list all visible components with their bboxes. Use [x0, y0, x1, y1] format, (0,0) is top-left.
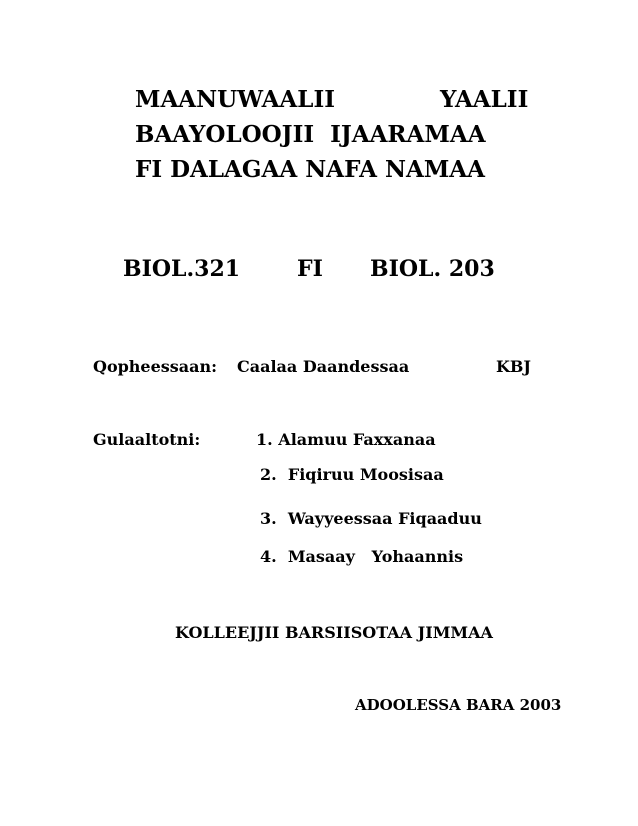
title-line-2: BAAYOLOOJII IJAARAMAA — [135, 121, 486, 148]
advisor-item-1: 1. Alamuu Faxxanaa — [256, 430, 436, 449]
advisor-item-2: 2. Fiqiruu Moosisaa — [260, 465, 444, 484]
college-name: KOLLEEJJII BARSIISOTAA JIMMAA — [175, 623, 493, 642]
course-code-2: BIOL. 203 — [370, 256, 495, 282]
date: ADOOLESSA BARA 2003 — [355, 696, 562, 714]
title-line-1-right: YAALII — [440, 86, 529, 113]
preparer-suffix: KBJ — [496, 357, 531, 376]
advisor-item-3: 3. Wayyeessaa Fiqaaduu — [260, 509, 482, 528]
advisors-label: Gulaaltotni: — [93, 430, 201, 449]
course-joiner: FI — [297, 256, 323, 282]
preparer-name: Caalaa Daandessaa — [237, 357, 410, 376]
title-line-1-left: MAANUWAALII — [135, 86, 335, 113]
course-code-1: BIOL.321 — [123, 256, 241, 282]
title-line-3: FI DALAGAA NAFA NAMAA — [135, 156, 485, 183]
preparer-label: Qopheessaan: — [93, 357, 218, 376]
advisor-item-4: 4. Masaay Yohaannis — [260, 547, 464, 566]
